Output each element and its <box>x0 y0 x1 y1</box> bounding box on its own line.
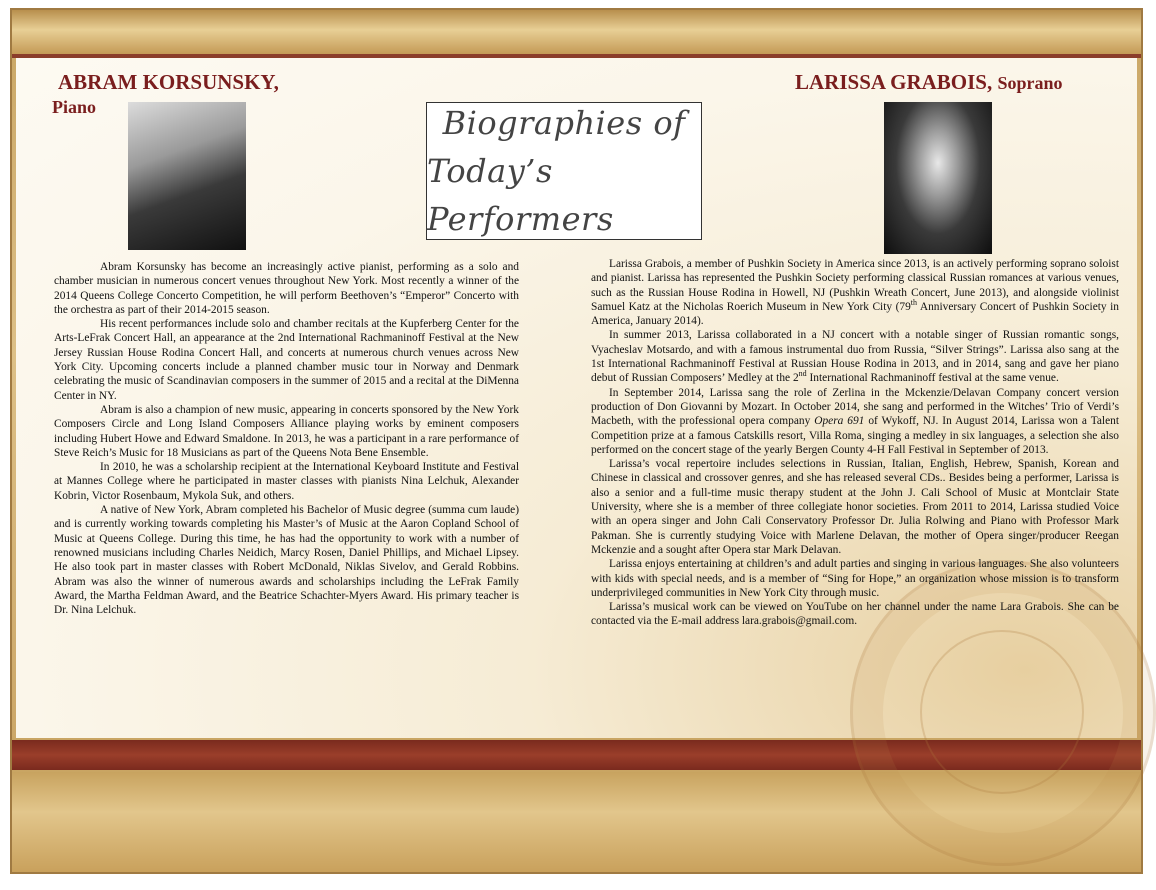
abram-bio-paragraph: In 2010, he was a scholarship recipient at the International Keyboard Institute and Festival at Mannes College where he participated in master classes with pianists Nina Lelchuk, Alexander Kobrin, Victor Rosenbaum, Mykola Suk, and others. <box>54 461 519 502</box>
larissa-role: Soprano <box>997 73 1063 93</box>
larissa-p3-text: In September 2014, Larissa sang the role of Zerlina in the Mckenzie/Delavan Company concert version production of Don Giovanni by Mozart. In October 2014, she sang and performed in the Witches’ Trio of Verdi’s Macbeth, with the professional opera company <box>591 386 1119 428</box>
larissa-bio-paragraph <box>591 386 1119 457</box>
abram-bio-paragraph: His recent performances include solo and chamber recitals at the Kupferberg Center for the Arts-LeFrak Concert Hall, an appearance at the 2nd International Rachmaninoff Festival at the New Jersey Russian House Rodina Concert Hall, and concerts at numerous church venues across New York City. Upcoming concerts include a planned chamber music tour in Norway and Denmark celebrating the music of Scandinavian composers in the summer of 2015 and a recital at the DiMenna Center in NY. <box>54 318 519 402</box>
larissa-bio-paragraph: Larissa enjoys entertaining at children’s and adult parties and singing in various languages. She also volunteers with kids with special needs, and is a member of “Sing for Hope,” an organization whose mission is to transform underprivileged communities in New York City through music. <box>591 558 1119 599</box>
larissa-p2-text: In summer 2013, Larissa collaborated in a NJ concert with a notable singer of Russian romantic songs, Vyacheslav Motsardo, and with a famous instrumental duo from Russia, “Silver Strings”. Larissa also sang at the 1st International Rachmaninoff Festival at Russian House Rodina in 2013, and in 2014, sang and gave her piano debut of Russian Composers’ Medley at the 2 <box>591 329 1119 385</box>
larissa-bio-paragraph: Larissa’s musical work can be viewed on YouTube on her channel under the name Lara Grabois. She can be contacted via the E-mail address lara.grabois@gmail.com. <box>591 601 1119 628</box>
abram-bio-paragraph: A native of New York, Abram completed his Bachelor of Music degree (summa cum laude) and is currently working towards completing his Master’s of Music at the Aaron Copland School of Music at Queens College. During this time, he has had the opportunity to work with a number of renowned musicians including Charles Neidich, Marcy Rosen, Daniel Phillips, and Michael Lipsey. He also took part in master classes with Robert McDonald, Niklas Sivelov, and Gerald Robbins. Abram was also the winner of numerous awards and scholarships including the LeFrak Family Award, the Martha Feldman Award, and the Beatrice Schachter-Myers Award. His primary teacher is Dr. Nina Lelchuk. <box>54 504 519 617</box>
abram-bio <box>54 260 519 617</box>
larissa-bio-paragraph <box>591 257 1119 328</box>
abram-role: Piano <box>52 97 97 117</box>
clock-watermark-inner <box>920 630 1084 794</box>
larissa-p1-end: Anniversary Concert of Pushkin Society in America, January 2014). <box>591 300 1119 328</box>
title-box <box>426 102 702 240</box>
abram-bio-paragraph: Abram Korsunsky has become an increasingly active pianist, performing as a solo and chamber musician in numerous concert venues throughout New York. Most recently a winner of the 2014 Queens College Concerto Competition, he will perform Beethoven’s “Emperor” Concerto with the orchestra as part of their 2014-2015 season. <box>54 261 519 316</box>
abram-photo <box>128 102 246 250</box>
larissa-p1-text: Larissa Grabois, a member of Pushkin Society in America since 2013, is an actively performing soprano soloist and pianist. Larissa has represented the Pushkin Society performing classical Russian romances at various venues, such as the Russian House Rodina in Howell, NJ (Pushkin Wreath Concert, June 2013), and alongside violinist Samuel Katz at the Nicholas Roerich Museum in New York City (79 <box>591 258 1119 313</box>
top-decor-band <box>12 10 1141 54</box>
larissa-p1-sup: th <box>910 298 918 308</box>
larissa-bio-paragraph <box>591 328 1119 385</box>
larissa-photo <box>884 102 992 254</box>
title-line-2: Today’s Performers <box>427 152 614 238</box>
larissa-p2-end: International Rachmaninoff festival at the same venue. <box>806 372 1059 385</box>
larissa-bio <box>591 257 1119 629</box>
abram-name: ABRAM KORSUNSKY, <box>58 70 279 94</box>
larissa-name <box>795 70 1063 95</box>
title-line-1: Biographies of <box>442 104 686 142</box>
larissa-bio-paragraph: Larissa’s vocal repertoire includes selections in Russian, Italian, English, Hebrew, Spanish, Korean and Chinese in classical and crossover genres, and she has released several CDs.. Besides being a performer, Larissa is also a senior and a full-time music therapy student at the John J. Cali School of Music at Montclair State University, where she is a member of three collegiate honor societies. From 2011 to 2014, Larissa studied Voice with an opera singer and John Cali Conservatory Professor Dr. Julia Rolwing and Piano with Professor Mark Pakman. She is currently studying Voice with Marlene Delavan, the mother of Opera singer/producer Reegan Mckenzie and a sought after Opera star Mark Delavan. <box>591 458 1119 556</box>
larissa-p3-em: Opera 691 <box>814 415 865 428</box>
abram-bio-paragraph: Abram is also a champion of new music, appearing in concerts sponsored by the New York Composers Circle and Long Island Composers Alliance playing works by eminent composers including Hubert Howe and Edward Smaldone. In 2013, he was a participant in a rare performance of Steve Reich’s Music for 18 Musicians as part of the Queens Nota Bene Ensemble. <box>54 403 519 459</box>
larissa-p3-end: of Wykoff, NJ. In August 2014, Larissa won a Talent Competition prize at a famous Catskills resort, Villa Roma, singing a medley in six languages, a selection she also performed on the concert stage of the yearly Bergen County 4-H Fall Festival in September of 2013. <box>591 415 1119 456</box>
larissa-p2-sup: nd <box>798 369 807 379</box>
larissa-name-text: LARISSA GRABOIS, <box>795 70 993 94</box>
